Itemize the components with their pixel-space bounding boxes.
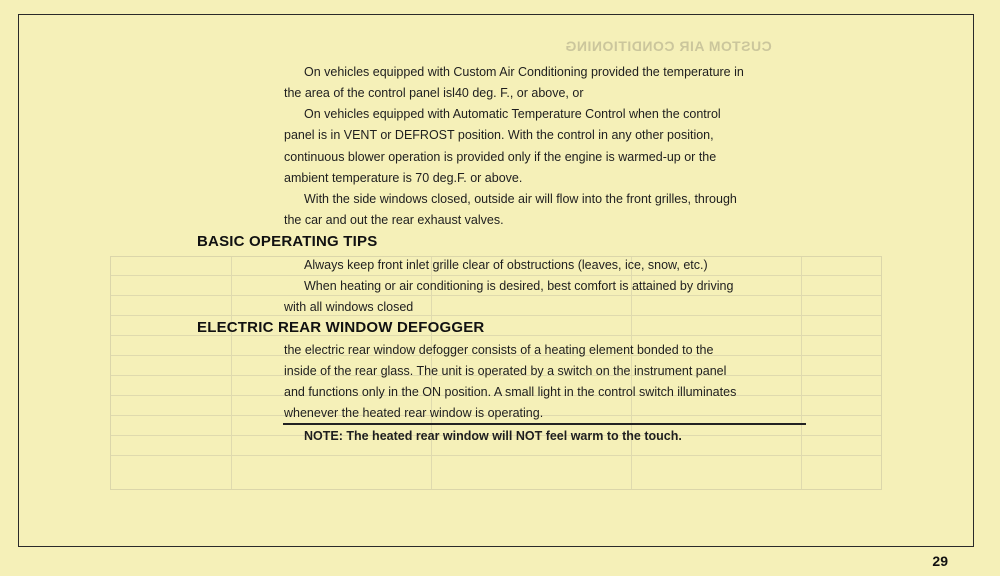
defogger-line: whenever the heated rear window is operating. bbox=[284, 406, 544, 420]
paragraph-line: On vehicles equipped with Automatic Temperature Control when the control bbox=[304, 107, 721, 121]
page-number: 29 bbox=[932, 553, 948, 569]
divider-rule bbox=[283, 423, 806, 425]
paragraph-line: continuous blower operation is provided only if the engine is warmed-up or the bbox=[284, 150, 717, 164]
defogger-note: NOTE: The heated rear window will NOT feel warm to the touch. bbox=[304, 429, 682, 443]
bleed-through-text: CUSTOM AIR CONDITIONING bbox=[565, 38, 772, 54]
tip-line: with all windows closed bbox=[284, 300, 414, 314]
defogger-line: the electric rear window defogger consists of a heating element bonded to the bbox=[284, 343, 714, 357]
paragraph-line: On vehicles equipped with Custom Air Conditioning provided the temperature in bbox=[304, 65, 744, 79]
paragraph-line: the area of the control panel isl40 deg. F., or above, or bbox=[284, 86, 584, 100]
defogger-line: and functions only in the ON position. A small light in the control switch illuminates bbox=[284, 385, 737, 399]
defogger-line: inside of the rear glass. The unit is operated by a switch on the instrument panel bbox=[284, 364, 727, 378]
paragraph-line: the car and out the rear exhaust valves. bbox=[284, 213, 504, 227]
section-heading-basic-tips: BASIC OPERATING TIPS bbox=[197, 233, 378, 250]
tip-line: When heating or air conditioning is desired, best comfort is attained by driving bbox=[304, 279, 734, 293]
paragraph-line: ambient temperature is 70 deg.F. or above. bbox=[284, 171, 523, 185]
paragraph-line: panel is in VENT or DEFROST position. With the control in any other position, bbox=[284, 128, 714, 142]
tip-line: Always keep front inlet grille clear of obstructions (leaves, ice, snow, etc.) bbox=[304, 258, 708, 272]
paragraph-line: With the side windows closed, outside air will flow into the front grilles, through bbox=[304, 192, 737, 206]
section-heading-defogger: ELECTRIC REAR WINDOW DEFOGGER bbox=[197, 319, 485, 336]
